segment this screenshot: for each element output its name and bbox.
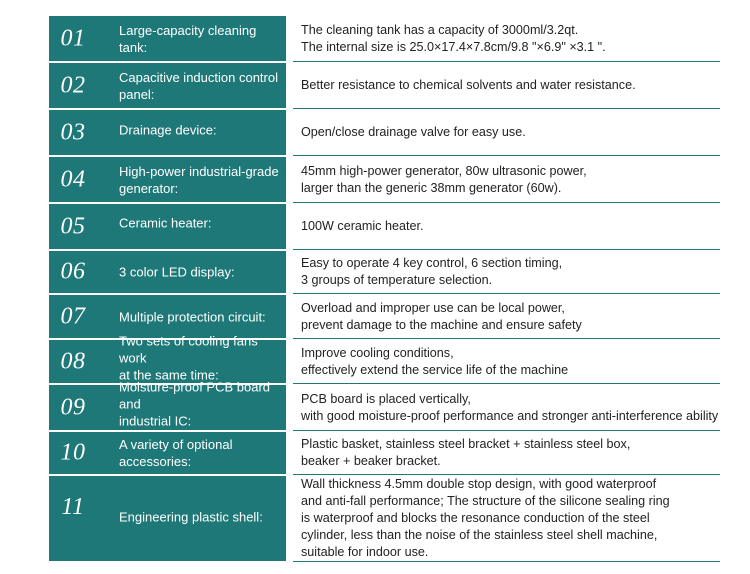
description-cell-05 <box>293 204 720 249</box>
description-cell-07 <box>293 295 720 338</box>
description-cell-09 <box>293 385 720 430</box>
feature-label: Ceramic heater: <box>119 215 212 230</box>
feature-cell-11 <box>49 476 286 561</box>
row-divider <box>293 108 720 109</box>
description-cell-06 <box>293 251 720 293</box>
feature-label: Moisture-proof PCB board and industrial IC: <box>119 379 271 428</box>
row-number: 01 <box>60 25 86 51</box>
description-cell-08 <box>293 340 720 383</box>
row-divider <box>293 155 720 156</box>
row-number: 08 <box>60 348 86 374</box>
description-text: 100W ceramic heater. <box>301 219 424 233</box>
description-cell-04 <box>293 157 720 202</box>
feature-label: A variety of optional accessories: <box>119 437 233 469</box>
description-cell-10 <box>293 432 720 474</box>
description-text: Wall thickness 4.5mm double stop design, with good waterproof and anti-fall performance; The structure of the silicone sealing ring is waterproof and blocks the resonance conduction of the steel cylinder, less than the noise of the stainless steel shell machine, suitable for indoor use. <box>301 477 670 559</box>
feature-label: Large-capacity cleaning tank: <box>119 22 257 55</box>
feature-cell-06 <box>49 251 286 293</box>
row-divider <box>293 249 720 250</box>
description-text: Plastic basket, stainless steel bracket + stainless steel box, beaker + beaker bracket. <box>301 437 631 468</box>
row-number: 04 <box>60 166 86 192</box>
feature-label: Two sets of cooling fans work at the same time: <box>119 333 258 382</box>
row-number: 06 <box>60 258 86 285</box>
description-text: 45mm high-power generator, 80w ultrasonic power, larger than the generic 38mm generator (60w). <box>301 163 587 195</box>
feature-cell-01 <box>49 16 286 61</box>
description-cell-03 <box>293 110 720 155</box>
row-number: 07 <box>60 303 86 329</box>
row-divider <box>293 383 720 384</box>
row-number: 10 <box>60 439 86 466</box>
row-divider <box>293 430 720 431</box>
feature-cell-03 <box>49 110 286 155</box>
description-text: Easy to operate 4 key control, 6 section timing, 3 groups of temperature selection. <box>301 256 563 287</box>
feature-label: Capacitive induction control panel: <box>119 69 278 102</box>
feature-cell-05 <box>49 204 286 249</box>
feature-label: 3 color LED display: <box>119 264 235 280</box>
row-number: 03 <box>60 119 86 145</box>
row-divider <box>293 561 720 562</box>
row-number: 02 <box>60 72 86 98</box>
description-text: Open/close drainage valve for easy use. <box>301 125 526 139</box>
row-divider <box>293 61 720 62</box>
feature-cell-10 <box>49 432 286 474</box>
description-text: Overload and improper use can be local power, prevent damage to the machine and ensure safety <box>301 300 582 332</box>
description-text: The cleaning tank has a capacity of 3000ml/3.2qt. The internal size is 25.0×17.4×7.8cm/9.8 "×6.9" ×3.1 ". <box>301 22 606 54</box>
description-cell-02 <box>293 63 720 108</box>
feature-cell-08 <box>49 333 286 383</box>
feature-cell-02 <box>49 63 286 108</box>
row-divider <box>293 293 720 294</box>
row-divider <box>293 338 720 339</box>
feature-cell-09 <box>49 379 286 430</box>
row-divider <box>293 202 720 203</box>
feature-cell-04 <box>49 157 286 202</box>
feature-label: High-power industrial-grade generator: <box>119 163 279 196</box>
row-number: 09 <box>60 394 86 420</box>
feature-label: Drainage device: <box>119 122 217 137</box>
description-cell-01 <box>293 16 720 61</box>
description-cell-11 <box>293 476 720 561</box>
feature-label: Multiple protection circuit: <box>119 309 266 324</box>
description-text: Better resistance to chemical solvents and water resistance. <box>301 78 636 92</box>
description-text: PCB board is placed vertically, with good moisture-proof performance and stronger anti-interference ability <box>301 391 719 423</box>
row-number: 11 <box>61 494 85 520</box>
row-divider <box>293 474 720 475</box>
description-text: Improve cooling conditions, effectively extend the service life of the machine <box>301 345 569 377</box>
feature-label: Engineering plastic shell: <box>119 509 263 524</box>
row-number: 05 <box>60 213 86 239</box>
